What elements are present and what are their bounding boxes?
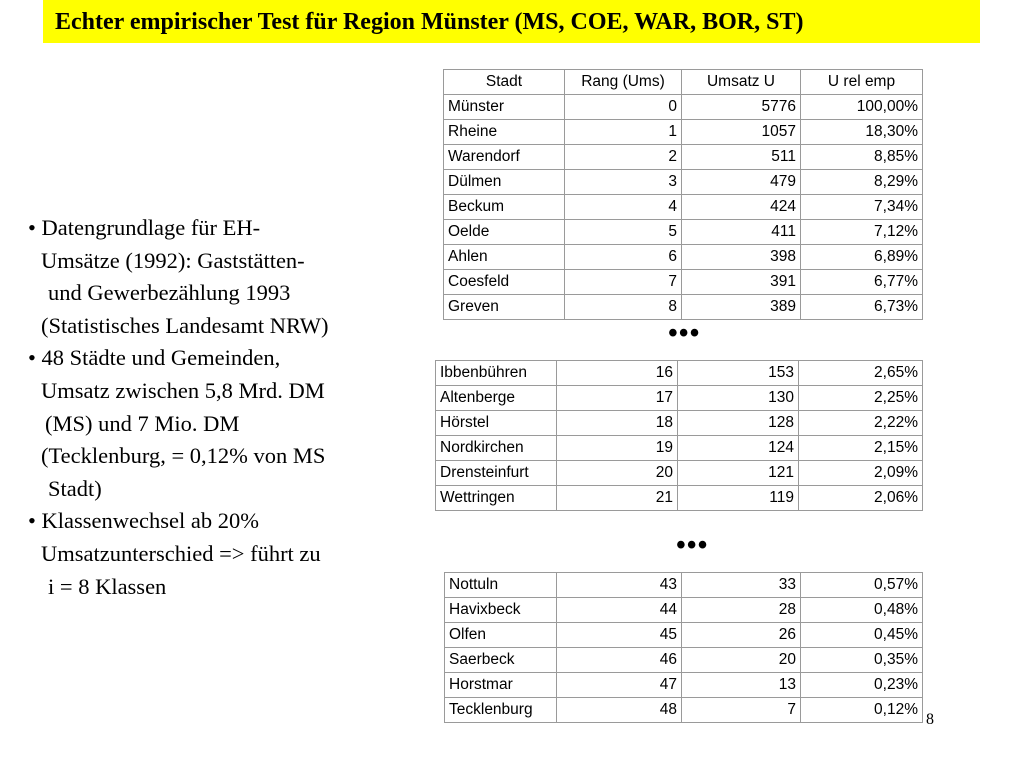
ellipsis-dots: ••• bbox=[676, 530, 709, 561]
city-table-bottom bbox=[444, 572, 923, 723]
cell-stadt: Warendorf bbox=[444, 145, 565, 170]
cell-urel: 7,12% bbox=[801, 220, 923, 245]
cell-rang: 17 bbox=[557, 386, 678, 411]
cell-umsatz: 13 bbox=[682, 673, 801, 698]
cell-umsatz: 124 bbox=[678, 436, 799, 461]
cell-stadt: Oelde bbox=[444, 220, 565, 245]
cell-rang: 18 bbox=[557, 411, 678, 436]
ellipsis-dots: ••• bbox=[668, 318, 701, 349]
cell-stadt: Ibbenbühren bbox=[436, 361, 557, 386]
cell-stadt: Tecklenburg bbox=[445, 698, 557, 723]
cell-stadt: Rheine bbox=[444, 120, 565, 145]
cell-umsatz: 398 bbox=[682, 245, 801, 270]
table-row bbox=[445, 573, 923, 598]
bullet-line: (Statistisches Landesamt NRW) bbox=[41, 312, 329, 338]
slide-title: Echter empirischer Test für Region Münster (MS, COE, WAR, BOR, ST) bbox=[43, 0, 980, 43]
cell-umsatz: 7 bbox=[682, 698, 801, 723]
bullet-staedte bbox=[28, 342, 428, 505]
cell-umsatz: 424 bbox=[682, 195, 801, 220]
cell-stadt: Dülmen bbox=[444, 170, 565, 195]
cell-umsatz: 121 bbox=[678, 461, 799, 486]
cell-umsatz: 119 bbox=[678, 486, 799, 511]
cell-urel: 8,29% bbox=[801, 170, 923, 195]
cell-rang: 1 bbox=[565, 120, 682, 145]
bullet-line: Umsatz zwischen 5,8 Mrd. DM bbox=[41, 377, 325, 403]
cell-stadt: Hörstel bbox=[436, 411, 557, 436]
table-row bbox=[436, 436, 923, 461]
cell-umsatz: 411 bbox=[682, 220, 801, 245]
bullet-line: und Gewerbezählung 1993 bbox=[48, 280, 291, 306]
table-row bbox=[444, 195, 923, 220]
cell-rang: 3 bbox=[565, 170, 682, 195]
table-row bbox=[444, 245, 923, 270]
cell-umsatz: 511 bbox=[682, 145, 801, 170]
cell-stadt: Nottuln bbox=[445, 573, 557, 598]
cell-rang: 19 bbox=[557, 436, 678, 461]
cell-urel: 0,48% bbox=[801, 598, 923, 623]
cell-umsatz: 479 bbox=[682, 170, 801, 195]
page-number: 8 bbox=[926, 711, 934, 728]
cell-rang: 45 bbox=[557, 623, 682, 648]
cell-urel: 6,73% bbox=[801, 295, 923, 320]
table-row bbox=[436, 461, 923, 486]
cell-urel: 2,22% bbox=[799, 411, 923, 436]
cell-umsatz: 28 bbox=[682, 598, 801, 623]
cell-rang: 8 bbox=[565, 295, 682, 320]
header-stadt: Stadt bbox=[444, 70, 565, 95]
cell-umsatz: 391 bbox=[682, 270, 801, 295]
cell-rang: 44 bbox=[557, 598, 682, 623]
cell-stadt: Saerbeck bbox=[445, 648, 557, 673]
header-rang: Rang (Ums) bbox=[565, 70, 682, 95]
table-row bbox=[444, 270, 923, 295]
cell-urel: 100,00% bbox=[801, 95, 923, 120]
cell-urel: 2,06% bbox=[799, 486, 923, 511]
cell-stadt: Havixbeck bbox=[445, 598, 557, 623]
cell-urel: 8,85% bbox=[801, 145, 923, 170]
bullet-line: • Klassenwechsel ab 20% bbox=[28, 508, 259, 534]
cell-rang: 4 bbox=[565, 195, 682, 220]
cell-urel: 0,45% bbox=[801, 623, 923, 648]
cell-rang: 48 bbox=[557, 698, 682, 723]
header-urel: U rel emp bbox=[801, 70, 923, 95]
bullet-datengrundlage bbox=[28, 212, 428, 342]
cell-rang: 6 bbox=[565, 245, 682, 270]
cell-rang: 43 bbox=[557, 573, 682, 598]
cell-stadt: Horstmar bbox=[445, 673, 557, 698]
cell-stadt: Drensteinfurt bbox=[436, 461, 557, 486]
table-row bbox=[444, 120, 923, 145]
bullet-list bbox=[28, 212, 428, 603]
cell-umsatz: 128 bbox=[678, 411, 799, 436]
cell-urel: 6,89% bbox=[801, 245, 923, 270]
table-row bbox=[436, 411, 923, 436]
cell-urel: 2,65% bbox=[799, 361, 923, 386]
bullet-line: i = 8 Klassen bbox=[48, 573, 167, 599]
table-row bbox=[444, 95, 923, 120]
cell-stadt: Nordkirchen bbox=[436, 436, 557, 461]
cell-urel: 2,25% bbox=[799, 386, 923, 411]
table-row bbox=[445, 598, 923, 623]
table-row bbox=[444, 170, 923, 195]
cell-urel: 0,23% bbox=[801, 673, 923, 698]
cell-stadt: Beckum bbox=[444, 195, 565, 220]
city-table-middle bbox=[435, 360, 923, 511]
table-row bbox=[445, 623, 923, 648]
table-row bbox=[444, 295, 923, 320]
cell-urel: 0,12% bbox=[801, 698, 923, 723]
cell-umsatz: 33 bbox=[682, 573, 801, 598]
table-row bbox=[445, 648, 923, 673]
cell-rang: 7 bbox=[565, 270, 682, 295]
bullet-line: • 48 Städte und Gemeinden, bbox=[28, 345, 281, 371]
cell-umsatz: 5776 bbox=[682, 95, 801, 120]
city-table-top bbox=[443, 69, 923, 320]
cell-umsatz: 26 bbox=[682, 623, 801, 648]
cell-urel: 2,09% bbox=[799, 461, 923, 486]
header-umsatz: Umsatz U bbox=[682, 70, 801, 95]
cell-rang: 47 bbox=[557, 673, 682, 698]
cell-urel: 0,57% bbox=[801, 573, 923, 598]
cell-umsatz: 1057 bbox=[682, 120, 801, 145]
cell-rang: 21 bbox=[557, 486, 678, 511]
table-row bbox=[444, 145, 923, 170]
table-row bbox=[436, 386, 923, 411]
cell-umsatz: 389 bbox=[682, 295, 801, 320]
cell-stadt: Greven bbox=[444, 295, 565, 320]
cell-stadt: Wettringen bbox=[436, 486, 557, 511]
cell-rang: 2 bbox=[565, 145, 682, 170]
bullet-line: (MS) und 7 Mio. DM bbox=[45, 410, 240, 436]
cell-rang: 5 bbox=[565, 220, 682, 245]
cell-rang: 0 bbox=[565, 95, 682, 120]
table-row bbox=[436, 486, 923, 511]
cell-rang: 20 bbox=[557, 461, 678, 486]
bullet-line: (Tecklenburg, = 0,12% von MS bbox=[41, 443, 326, 469]
cell-stadt: Coesfeld bbox=[444, 270, 565, 295]
cell-urel: 18,30% bbox=[801, 120, 923, 145]
cell-umsatz: 153 bbox=[678, 361, 799, 386]
table-row bbox=[445, 673, 923, 698]
bullet-line: Umsatzunterschied => führt zu bbox=[41, 540, 321, 566]
table-row bbox=[436, 361, 923, 386]
cell-stadt: Olfen bbox=[445, 623, 557, 648]
cell-rang: 16 bbox=[557, 361, 678, 386]
bullet-line: • Datengrundlage für EH- bbox=[28, 215, 261, 240]
table-row bbox=[444, 220, 923, 245]
table-header-row bbox=[444, 70, 923, 95]
bullet-line: Stadt) bbox=[48, 475, 102, 501]
bullet-line: Umsätze (1992): Gaststätten- bbox=[41, 247, 305, 273]
cell-stadt: Münster bbox=[444, 95, 565, 120]
cell-urel: 7,34% bbox=[801, 195, 923, 220]
cell-urel: 0,35% bbox=[801, 648, 923, 673]
cell-umsatz: 20 bbox=[682, 648, 801, 673]
bullet-klassenwechsel bbox=[28, 505, 428, 603]
cell-rang: 46 bbox=[557, 648, 682, 673]
table-row bbox=[445, 698, 923, 723]
cell-umsatz: 130 bbox=[678, 386, 799, 411]
cell-stadt: Ahlen bbox=[444, 245, 565, 270]
cell-urel: 2,15% bbox=[799, 436, 923, 461]
cell-stadt: Altenberge bbox=[436, 386, 557, 411]
cell-urel: 6,77% bbox=[801, 270, 923, 295]
